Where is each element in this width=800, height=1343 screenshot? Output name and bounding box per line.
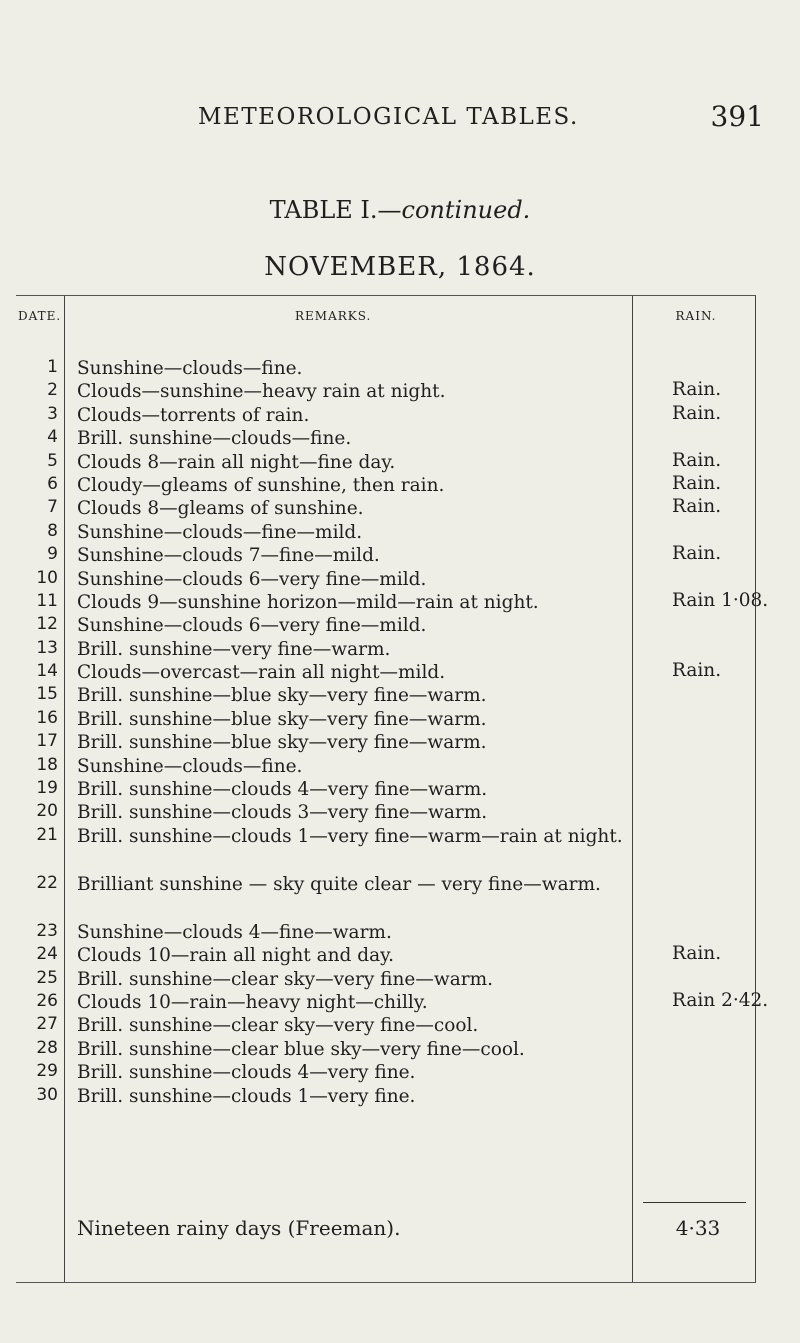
- row-remarks: Brill. sunshine—clouds 3—very fine—warm.: [77, 802, 488, 824]
- table-row: [16, 543, 756, 566]
- row-remarks: Brill. sunshine—blue sky—very fine—warm.: [77, 732, 487, 754]
- summary-text: Nineteen rainy days (Freeman).: [77, 1216, 401, 1240]
- row-remarks: Brill. sunshine—clear sky—very fine—warm.: [77, 968, 494, 990]
- row-remarks: Sunshine—clouds 6—very fine—mild.: [77, 615, 427, 637]
- row-date: 1: [47, 357, 58, 377]
- row-date: 8: [47, 520, 58, 541]
- table-row: [16, 707, 756, 730]
- row-rain: Rain 2·42.: [672, 989, 769, 1011]
- table-row: [16, 637, 756, 660]
- row-remarks: Clouds—overcast—rain all night—mild.: [77, 662, 446, 684]
- table-row: [16, 989, 769, 1013]
- table-row: [16, 613, 756, 636]
- row-rain: Rain.: [672, 379, 722, 401]
- row-date: 12: [36, 614, 58, 635]
- row-rain: Rain.: [672, 402, 722, 424]
- table-row: [16, 589, 769, 613]
- running-title: METEOROLOGICAL TABLES.: [198, 104, 579, 130]
- row-rain: Rain.: [672, 472, 722, 494]
- row-date: 2: [47, 380, 58, 401]
- table-row: [16, 1060, 756, 1083]
- row-date: 9: [47, 544, 58, 565]
- table-row: [16, 1037, 756, 1060]
- column-header-date: DATE.: [18, 309, 62, 323]
- row-date: 18: [36, 754, 58, 775]
- table-row: [16, 473, 756, 496]
- row-rain: Rain.: [672, 943, 722, 965]
- row-date: 29: [36, 1061, 58, 1082]
- table-row: [16, 920, 756, 943]
- row-rain: Rain.: [672, 449, 722, 471]
- table-row: [16, 872, 756, 920]
- row-date: 7: [47, 497, 58, 518]
- row-remarks: Sunshine—clouds—fine.: [77, 358, 303, 379]
- table-row: [16, 943, 756, 966]
- table-body: [16, 356, 769, 1107]
- table-row: [16, 450, 756, 473]
- rain-total: 4·33: [675, 1216, 721, 1240]
- table-row: [16, 730, 756, 753]
- row-date: 11: [36, 590, 58, 611]
- row-date: 3: [47, 403, 58, 424]
- column-header-rain: RAIN.: [675, 309, 717, 323]
- row-remarks: Clouds 8—gleams of sunshine.: [77, 498, 364, 520]
- row-remarks: Clouds—sunshine—heavy rain at night.: [77, 381, 446, 403]
- row-remarks: Clouds 9—sunshine horizon—mild—rain at night.: [77, 591, 539, 613]
- row-remarks: Brill. sunshine—clear blue sky—very fine—cool.: [77, 1038, 525, 1060]
- row-remarks: Brill. sunshine—blue sky—very fine—warm.: [77, 685, 487, 707]
- row-remarks: Brill. sunshine—clouds 4—very fine—warm.: [77, 779, 488, 801]
- row-date: 10: [36, 567, 58, 588]
- row-remarks: Sunshine—clouds 6—very fine—mild.: [77, 568, 427, 590]
- table-title-main: TABLE I.—: [269, 196, 402, 224]
- row-remarks: Brill. sunshine—clouds 4—very fine.: [77, 1062, 416, 1084]
- row-date: 20: [36, 801, 58, 822]
- table-row: [16, 496, 756, 519]
- table-row: [16, 356, 756, 379]
- row-date: 14: [36, 661, 58, 682]
- table-row: [16, 567, 756, 590]
- row-date: 22: [36, 872, 58, 893]
- row-remarks: Clouds 10—rain—heavy night—chilly.: [77, 991, 428, 1013]
- table-row: [16, 800, 756, 823]
- table-row: [16, 660, 756, 683]
- row-date: 17: [36, 731, 58, 752]
- row-date: 19: [36, 778, 58, 799]
- table-row: [16, 403, 756, 426]
- row-remarks: Brill. sunshine—clouds 1—very fine—warm—rain at night.: [77, 825, 623, 847]
- table-row: [16, 824, 756, 872]
- row-date: 25: [36, 967, 58, 988]
- row-remarks: Brill. sunshine—blue sky—very fine—warm.: [77, 708, 487, 730]
- table-row: [16, 683, 756, 706]
- row-date: 4: [47, 427, 58, 448]
- row-date: 30: [36, 1084, 58, 1105]
- row-rain: Rain.: [672, 496, 722, 518]
- column-header-remarks: REMARKS.: [295, 309, 372, 323]
- row-date: 21: [36, 824, 58, 845]
- row-remarks: Clouds 10—rain all night and day.: [77, 945, 395, 967]
- row-date: 26: [36, 990, 58, 1011]
- row-rain: Rain 1·08.: [672, 589, 769, 611]
- table-row: [16, 379, 756, 402]
- row-remarks: Brill. sunshine—very fine—warm.: [77, 638, 391, 660]
- table-title: [0, 196, 800, 224]
- table-title-continued: continued.: [401, 196, 531, 224]
- running-head: [0, 100, 800, 150]
- row-remarks: Brill. sunshine—clouds 1—very fine.: [77, 1085, 416, 1107]
- row-remarks: Sunshine—clouds 4—fine—warm.: [77, 921, 392, 943]
- month-title: NOVEMBER, 1864.: [264, 252, 536, 282]
- row-date: 24: [36, 944, 58, 965]
- table-row: [16, 426, 756, 449]
- row-remarks: Clouds—torrents of rain.: [77, 404, 310, 426]
- row-remarks: Sunshine—clouds 7—fine—mild.: [77, 545, 380, 567]
- table-row: [16, 520, 756, 543]
- row-remarks: Clouds 8—rain all night—fine day.: [77, 451, 396, 473]
- row-date: 23: [36, 920, 58, 941]
- row-date: 6: [47, 473, 58, 494]
- row-date: 15: [36, 684, 58, 705]
- page-number: 391: [710, 100, 764, 133]
- row-date: 13: [36, 637, 58, 658]
- total-rule: [643, 1202, 746, 1203]
- table-row: [16, 967, 756, 990]
- table-row: [16, 1084, 756, 1107]
- table-row: [16, 754, 756, 777]
- row-rain: Rain.: [672, 543, 722, 565]
- weather-table: [16, 295, 769, 1283]
- row-date: 16: [36, 707, 58, 728]
- table-row: [16, 777, 756, 800]
- row-remarks: Brilliant sunshine — sky quite clear — very fine—warm.: [77, 873, 601, 895]
- row-rain: Rain.: [672, 660, 722, 682]
- table-row: [16, 1013, 756, 1036]
- row-date: 28: [36, 1037, 58, 1058]
- row-remarks: Cloudy—gleams of sunshine, then rain.: [77, 474, 445, 496]
- row-remarks: Sunshine—clouds—fine.: [77, 755, 303, 777]
- row-remarks: Brill. sunshine—clouds—fine.: [77, 428, 352, 450]
- row-date: 27: [36, 1014, 58, 1035]
- row-remarks: Brill. sunshine—clear sky—very fine—cool.: [77, 1015, 479, 1037]
- row-remarks: Sunshine—clouds—fine—mild.: [77, 521, 363, 543]
- row-date: 5: [47, 450, 58, 471]
